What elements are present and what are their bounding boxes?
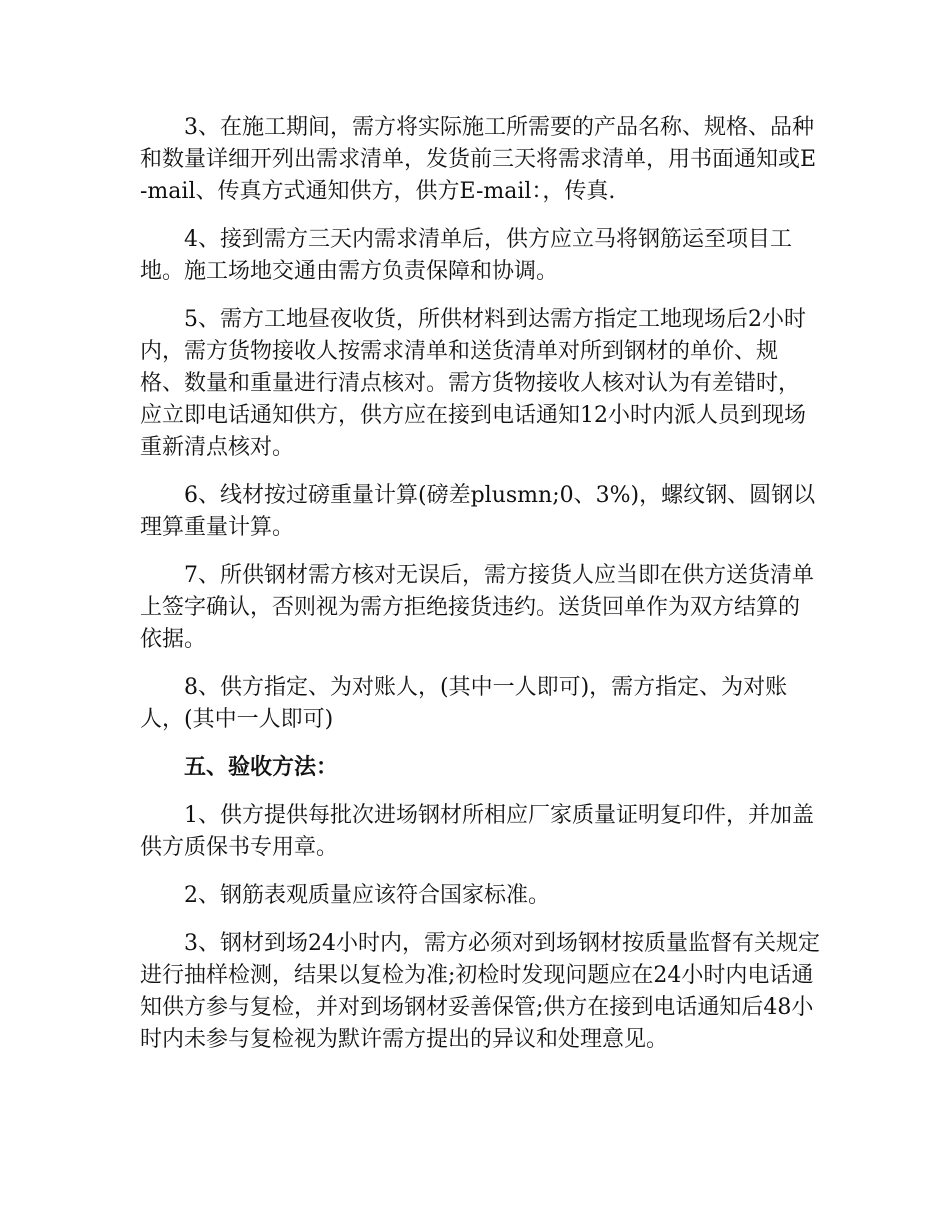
paragraph-quality-certificate: 1、供方提供每批次进场钢材所相应厂家质量证明复印件，并加盖供方质保书专用章。 bbox=[140, 803, 814, 860]
paragraph-signature-confirm: 7、所供钢材需方核对无误后，需方接货人应当即在供方送货清单上签字确认，否则视为需方拒绝接货违约。送货回单作为双方结算的依据。 bbox=[140, 563, 814, 652]
section-heading-acceptance: 五、验收方法： bbox=[184, 755, 339, 780]
paragraph-delivery: 4、接到需方三天内需求清单后，供方应立马将钢筋运至项目工地。施工场地交通由需方负责保障和协调。 bbox=[140, 227, 792, 284]
paragraph-sampling-inspection: 3、钢材到场24小时内，需方必须对到场钢材按质量监督有关规定进行抽样检测，结果以复检为准;初检时发现问题应在24小时内电话通知供方参与复检，并对到场钢材妥善保管;供方在接到电话通知后48小时内未参与复检视为默许需方提出的异议和处理意见。 bbox=[140, 931, 820, 1052]
document-body bbox=[140, 112, 820, 1072]
paragraph-surface-quality: 2、钢筋表观质量应该符合国家标准。 bbox=[184, 883, 550, 908]
paragraph-reconciliation: 8、供方指定、为对账人，(其中一人即可)，需方指定、为对账人，(其中一人即可) bbox=[140, 675, 788, 732]
paragraph-receiving-check: 5、需方工地昼夜收货，所供材料到达需方指定工地现场后2小时内，需方货物接收人按需求清单和送货清单对所到钢材的单价、规格、数量和重量进行清点核对。需方货物接收人核对认为有差错时，应立即电话通知供方，供方应在接到电话通知12小时内派人员到现场重新清点核对。 bbox=[140, 307, 806, 460]
paragraph-weight-calculation: 6、线材按过磅重量计算(磅差plusmn;0、3%)，螺纹钢、圆钢以理算重量计算。 bbox=[140, 483, 816, 540]
paragraph-supply-notice: 3、在施工期间，需方将实际施工所需要的产品名称、规格、品种和数量详细开列出需求清单，发货前三天将需求清单，用书面通知或E-mail、传真方式通知供方，供方E-mail：，传真. bbox=[140, 115, 817, 204]
